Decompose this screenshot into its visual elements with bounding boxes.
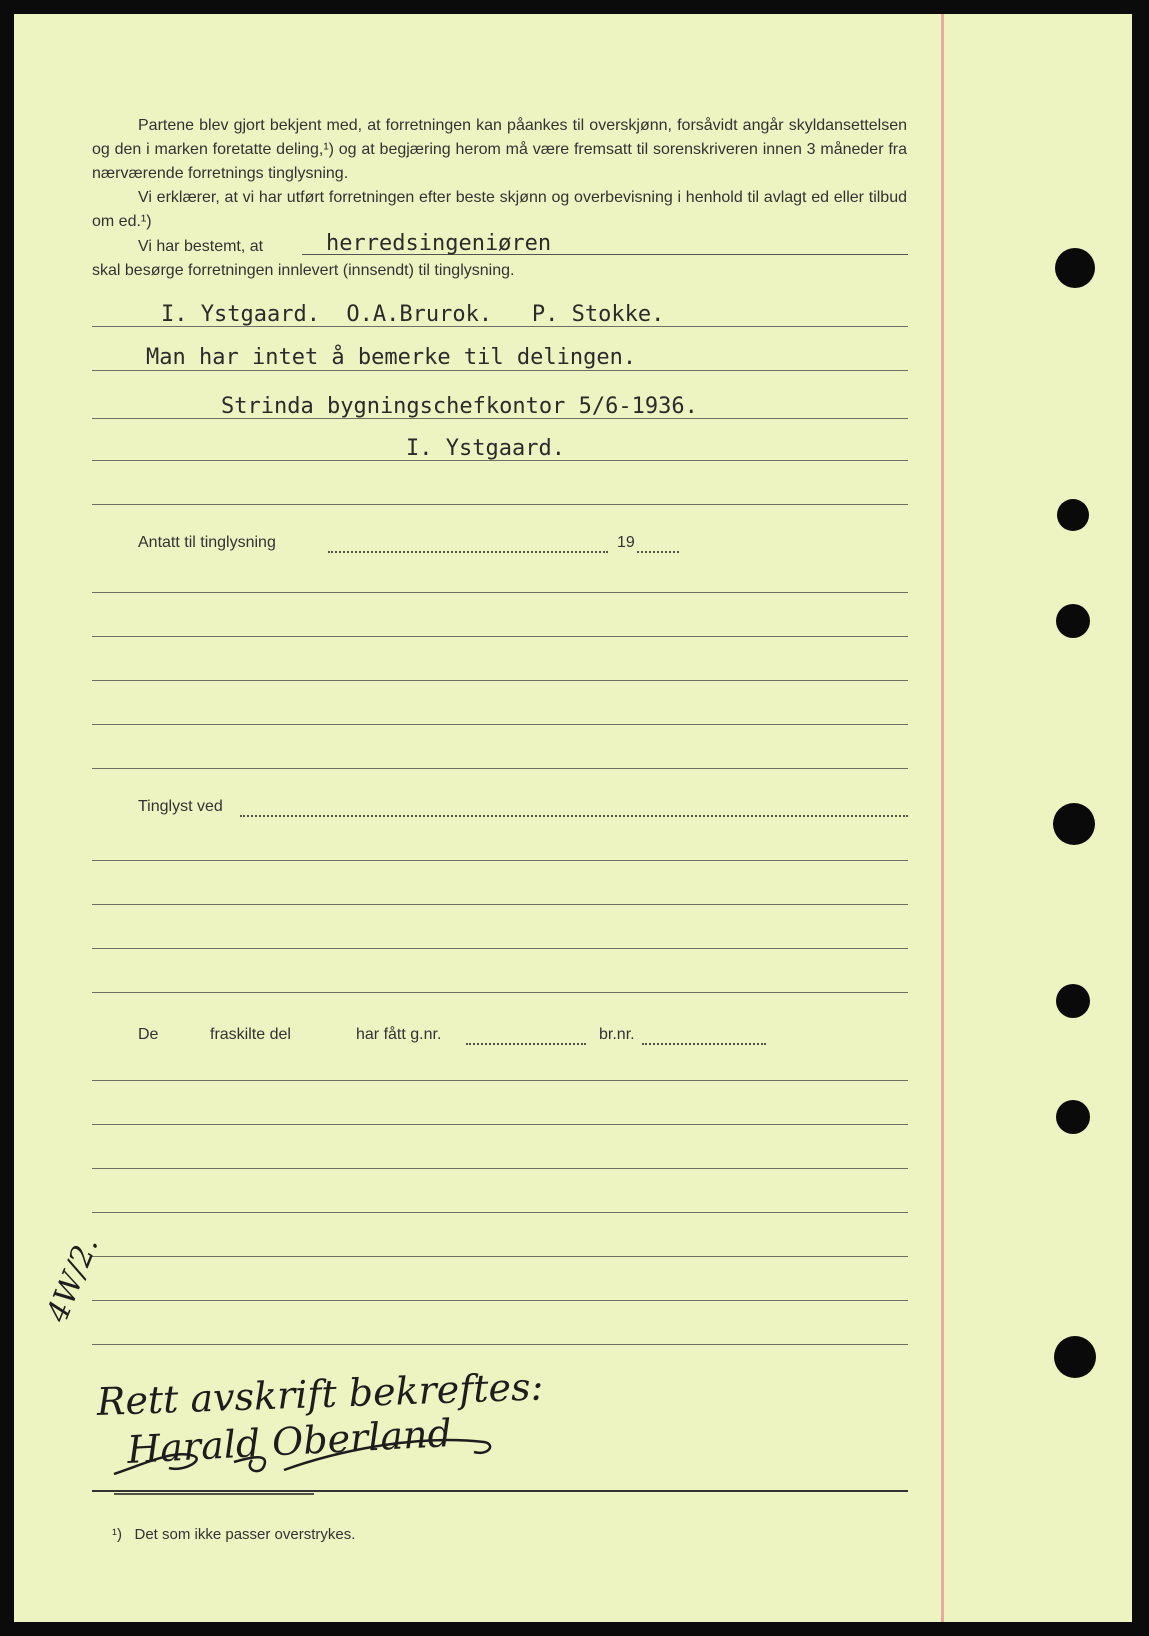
ruled-line — [92, 592, 908, 593]
fraskilte-label: fraskilte del — [210, 1026, 291, 1043]
typed-office: Strinda bygningschefkontor 5/6-1936. — [221, 394, 698, 419]
har-fatt-label: har fått g.nr. — [356, 1026, 442, 1043]
ruled-line — [92, 636, 908, 637]
ruled-line — [92, 992, 908, 993]
brnr-label: br.nr. — [599, 1026, 635, 1043]
bestemt-prefix: Vi har bestemt, at — [138, 238, 264, 255]
legal-paragraph-1: Partene blev gjort bekjent med, at forretningen kan påankes til overskjønn, forsåvidt angår skyldansettelsen og den i marken foretatte deling,¹) og at begjæring herom må være fremsatt til sorenskriveren innen 3 måneder fra nærværende forretnings tinglysning. — [92, 117, 907, 182]
punch-hole — [1056, 1100, 1090, 1134]
punch-hole — [1053, 803, 1095, 845]
punch-hole — [1056, 604, 1090, 638]
ruled-line — [92, 860, 908, 861]
margin-line — [941, 14, 944, 1622]
tinglyst-fill-line — [240, 815, 908, 817]
signature-rule — [92, 1490, 908, 1492]
ruled-line — [92, 460, 908, 461]
typed-signer-2: I. Ystgaard. — [406, 436, 565, 461]
ruled-line — [92, 326, 908, 327]
year-fill-line — [637, 551, 679, 553]
ruled-line — [92, 768, 908, 769]
footnote: ¹) Det som ikke passer overstrykes. — [112, 1526, 356, 1543]
ruled-line — [92, 1080, 908, 1081]
year-prefix: 19 — [617, 534, 635, 551]
ruled-line — [92, 1124, 908, 1125]
antatt-label: Antatt til tinglysning — [138, 534, 276, 551]
ruled-line — [92, 1168, 908, 1169]
handwritten-certification: Rett avskrift bekreftes: — [96, 1364, 544, 1424]
de-label: De — [138, 1026, 159, 1043]
punch-hole — [1057, 499, 1089, 531]
antatt-fill-line — [328, 551, 608, 553]
handwritten-signature: Harald Oberland — [126, 1410, 453, 1472]
document-page — [14, 14, 1132, 1622]
legal-paragraph-2: Vi erklærer, at vi har utført forretningen efter beste skjønn og overbevisning i henhold til avlagt ed eller tilbud om ed.¹) — [92, 189, 907, 230]
ruled-line — [92, 1212, 908, 1213]
punch-hole — [1056, 984, 1090, 1018]
ruled-line — [92, 680, 908, 681]
ruled-line — [92, 948, 908, 949]
besorge-line: skal besørge forretningen innlevert (innsendt) til tinglysning. — [92, 262, 515, 279]
ruled-line — [92, 724, 908, 725]
ruled-line — [92, 370, 908, 371]
gnr-fill-line — [466, 1043, 586, 1045]
typed-signers: I. Ystgaard. O.A.Brurok. P. Stokke. — [161, 302, 665, 327]
punch-hole — [1054, 1336, 1096, 1378]
signature-flourish — [84, 1284, 524, 1524]
bestemt-value: herredsingeniøren — [326, 231, 552, 256]
ruled-line — [92, 1256, 908, 1257]
margin-note: 4W/2. — [40, 1231, 106, 1328]
ruled-line — [92, 504, 908, 505]
ruled-line — [92, 418, 908, 419]
ruled-line — [92, 904, 908, 905]
typed-remark: Man har intet å bemerke til delingen. — [146, 345, 637, 370]
tinglyst-label: Tinglyst ved — [138, 798, 223, 815]
punch-hole — [1055, 248, 1095, 288]
brnr-fill-line — [642, 1043, 766, 1045]
